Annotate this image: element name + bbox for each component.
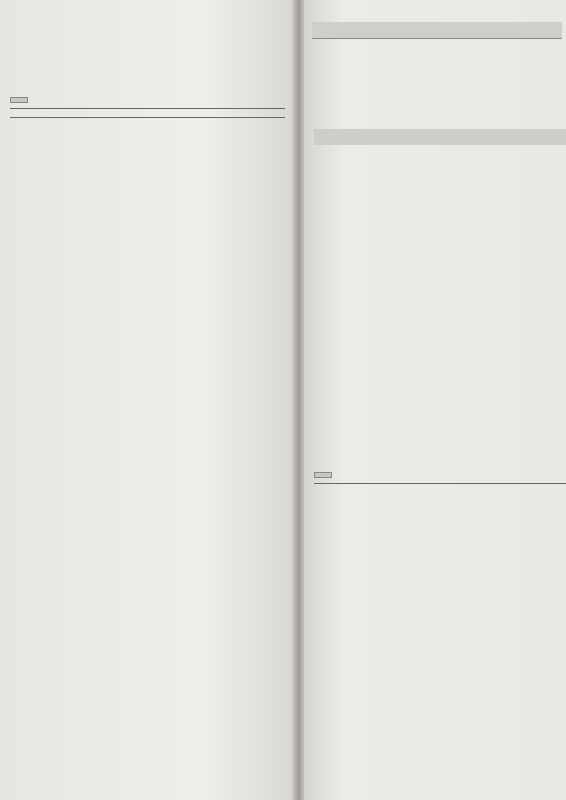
running-header: [312, 22, 562, 39]
box-body: [314, 483, 566, 492]
box-tab: [10, 97, 28, 103]
box-tab: [314, 472, 332, 478]
section-header: [314, 129, 566, 145]
box-115-1: [10, 90, 285, 450]
box-115-2: [314, 465, 566, 800]
box-body: [10, 108, 285, 118]
right-page: [304, 0, 566, 800]
